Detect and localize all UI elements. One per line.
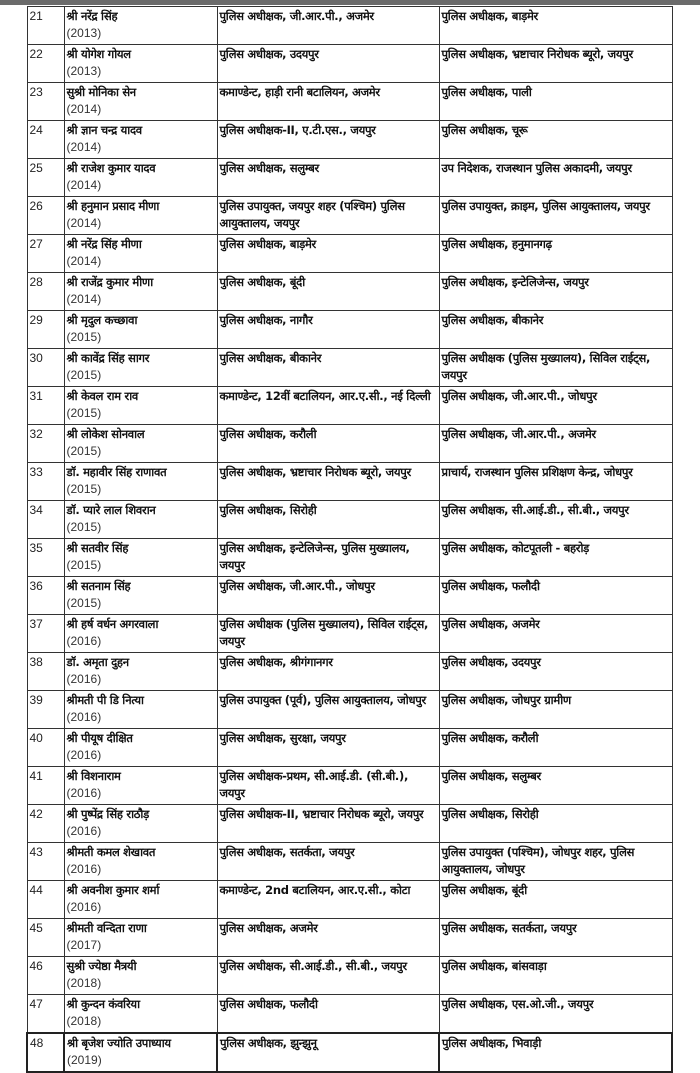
current-posting-text: पुलिस अधीक्षक, बीकानेर (219, 351, 322, 365)
new-posting-text: पुलिस अधीक्षक, फलौदी (441, 579, 540, 593)
current-posting-text: पुलिस अधीक्षक, भ्रष्टाचार निरोधक ब्यूरो, जयपुर (219, 465, 411, 479)
current-posting-text: पुलिस अधीक्षक, सी.आई.डी., सी.बी., जयपुर (219, 959, 407, 973)
new-posting (439, 197, 672, 235)
serial-number: 42 (27, 805, 64, 843)
serial-number: 41 (27, 767, 64, 805)
serial-number: 35 (27, 539, 64, 577)
officer-cell (64, 919, 217, 957)
officer-cell (64, 501, 217, 539)
batch-year: (2015) (66, 520, 102, 534)
new-posting (439, 235, 672, 273)
officer-name: सुश्री मोनिका सेन (66, 85, 136, 99)
officer-cell (64, 653, 217, 691)
batch-year: (2015) (66, 330, 102, 344)
new-posting (439, 159, 672, 197)
new-posting (439, 121, 672, 159)
current-posting-text: पुलिस अधीक्षक, बूंदी (219, 275, 305, 289)
current-posting (217, 653, 439, 691)
table-row (27, 45, 672, 83)
officer-name: श्री नरेंद्र सिंह मीणा (66, 237, 142, 251)
current-posting (217, 235, 439, 273)
officer-cell (64, 159, 217, 197)
officer-name: सुश्री ज्येष्ठा मैत्रयी (66, 959, 137, 973)
new-posting (439, 425, 672, 463)
current-posting (217, 273, 439, 311)
new-posting-text: पुलिस अधीक्षक, सतर्कता, जयपुर (441, 921, 577, 935)
new-posting-text: पुलिस अधीक्षक, सी.आई.डी., सी.बी., जयपुर (441, 503, 629, 517)
table-row (27, 1033, 672, 1072)
current-posting-text: पुलिस अधीक्षक, बाड़मेर (219, 237, 316, 251)
current-posting (217, 463, 439, 501)
batch-year: (2016) (66, 634, 102, 648)
officer-name: डॉ. अमृता दुहन (66, 655, 129, 669)
current-posting (217, 311, 439, 349)
officer-name: श्री लोकेश सोनवाल (66, 427, 145, 441)
serial-number: 34 (27, 501, 64, 539)
current-posting (217, 45, 439, 83)
officer-cell (64, 729, 217, 767)
serial-number: 37 (27, 615, 64, 653)
current-posting-text: पुलिस अधीक्षक, सिरोही (219, 503, 317, 517)
new-posting-text: पुलिस अधीक्षक, सलुम्बर (441, 769, 541, 783)
new-posting-text: उप निदेशक, राजस्थान पुलिस अकादमी, जयपुर (441, 161, 632, 175)
serial-number: 38 (27, 653, 64, 691)
current-posting (217, 881, 439, 919)
new-posting (439, 615, 672, 653)
officer-cell (64, 805, 217, 843)
serial-number: 33 (27, 463, 64, 501)
serial-number: 23 (27, 83, 64, 121)
serial-number: 25 (27, 159, 64, 197)
current-posting (217, 995, 439, 1034)
batch-year: (2014) (66, 102, 102, 116)
serial-number: 48 (27, 1033, 64, 1072)
officer-name: श्रीमती वन्दिता राणा (66, 921, 147, 935)
officer-cell (64, 881, 217, 919)
current-posting-text: पुलिस अधीक्षक, करौली (219, 427, 317, 441)
new-posting-text: पुलिस अधीक्षक, इन्टेलिजेन्स, जयपुर (441, 275, 589, 289)
serial-number: 31 (27, 387, 64, 425)
officer-cell (64, 539, 217, 577)
new-posting (439, 83, 672, 121)
table-row (27, 539, 672, 577)
officer-cell (64, 957, 217, 995)
officer-cell (64, 45, 217, 83)
serial-number: 28 (27, 273, 64, 311)
current-posting-text: पुलिस अधीक्षक, इन्टेलिजेन्स, पुलिस मुख्यालय, जयपुर (219, 541, 410, 572)
officer-cell (64, 577, 217, 615)
officer-name: श्री सतवीर सिंह (66, 541, 129, 555)
batch-year: (2014) (66, 292, 102, 306)
new-posting-text: पुलिस अधीक्षक (पुलिस मुख्यालय), सिविल राईट्स, जयपुर (441, 351, 651, 382)
batch-year: (2016) (66, 862, 102, 876)
batch-year: (2015) (66, 482, 102, 496)
batch-year: (2015) (66, 406, 102, 420)
current-posting-text: कमाण्डेन्ट, 2nd बटालियन, आर.ए.सी., कोटा (219, 883, 411, 897)
officer-name: श्री राजेंद्र कुमार मीणा (66, 275, 153, 289)
current-posting-text: पुलिस उपायुक्त, जयपुर शहर (पश्चिम) पुलिस आयुक्तालय, जयपुर (219, 199, 405, 230)
new-posting (439, 691, 672, 729)
new-posting (439, 349, 672, 387)
new-posting (439, 501, 672, 539)
new-posting (439, 919, 672, 957)
current-posting-text: पुलिस उपायुक्त (पूर्व), पुलिस आयुक्तालय, जोधपुर (219, 693, 426, 707)
current-posting-text: पुलिस अधीक्षक, सतर्कता, जयपुर (219, 845, 355, 859)
current-posting (217, 7, 439, 45)
table-row (27, 273, 672, 311)
new-posting-text: पुलिस उपायुक्त, क्राइम, पुलिस आयुक्तालय, जयपुर (441, 199, 650, 213)
new-posting (439, 7, 672, 45)
batch-year: (2014) (66, 140, 102, 154)
officer-cell (64, 197, 217, 235)
officer-name: श्री विशनाराम (66, 769, 121, 783)
batch-year: (2017) (66, 938, 102, 952)
table-row (27, 919, 672, 957)
officer-cell (64, 767, 217, 805)
table-row (27, 577, 672, 615)
new-posting (439, 729, 672, 767)
table-row (27, 463, 672, 501)
batch-year: (2015) (66, 596, 102, 610)
new-posting-text: पुलिस अधीक्षक, बाड़मेर (441, 9, 538, 23)
table-row (27, 121, 672, 159)
batch-year: (2013) (66, 26, 102, 40)
table-row (27, 805, 672, 843)
new-posting (439, 805, 672, 843)
serial-number: 29 (27, 311, 64, 349)
batch-year: (2016) (66, 710, 102, 724)
serial-number: 27 (27, 235, 64, 273)
new-posting-text: पुलिस अधीक्षक, एस.ओ.जी., जयपुर (441, 997, 594, 1011)
officer-name: डॉ. प्यारे लाल शिवरान (66, 503, 156, 517)
officer-name: श्रीमती कमल शेखावत (66, 845, 156, 859)
current-posting (217, 957, 439, 995)
officer-cell (64, 995, 217, 1034)
current-posting-text: पुलिस अधीक्षक-II, भ्रष्टाचार निरोधक ब्यूरो, जयपुर (219, 807, 424, 821)
current-posting (217, 121, 439, 159)
batch-year: (2016) (66, 672, 102, 686)
serial-number: 44 (27, 881, 64, 919)
new-posting-text: पुलिस अधीक्षक, पाली (441, 85, 532, 99)
officer-name: श्री नरेंद्र सिंह (66, 9, 118, 23)
transfer-table (26, 6, 673, 1073)
serial-number: 32 (27, 425, 64, 463)
officer-name: श्री केवल राम राव (66, 389, 138, 403)
officer-name: श्री पुष्पेंद्र सिंह राठौड़ (66, 807, 149, 821)
table-row (27, 881, 672, 919)
new-posting-text: प्राचार्य, राजस्थान पुलिस प्रशिक्षण केन्द्र, जोधपुर (441, 465, 633, 479)
table-row (27, 957, 672, 995)
officer-cell (64, 311, 217, 349)
new-posting-text: पुलिस अधीक्षक, जोधपुर ग्रामीण (441, 693, 571, 707)
officer-name: श्री मृदुल कच्छावा (66, 313, 138, 327)
current-posting-text: पुलिस अधीक्षक, जी.आर.पी., अजमेर (219, 9, 374, 23)
new-posting-text: पुलिस अधीक्षक, बांसवाड़ा (441, 959, 547, 973)
batch-year: (2014) (66, 178, 102, 192)
officer-cell (64, 273, 217, 311)
batch-year: (2019) (67, 1053, 102, 1067)
officer-cell (64, 425, 217, 463)
new-posting (439, 843, 672, 881)
table-row (27, 159, 672, 197)
table-row (27, 691, 672, 729)
table-row (27, 311, 672, 349)
table-row (27, 197, 672, 235)
current-posting-text: पुलिस अधीक्षक, फलौदी (219, 997, 318, 1011)
new-posting-text: पुलिस अधीक्षक, बूंदी (441, 883, 527, 897)
current-posting (217, 197, 439, 235)
batch-year: (2015) (66, 444, 102, 458)
current-posting (217, 615, 439, 653)
new-posting (439, 45, 672, 83)
serial-number: 40 (27, 729, 64, 767)
new-posting (439, 653, 672, 691)
officer-cell (64, 615, 217, 653)
serial-number: 30 (27, 349, 64, 387)
new-posting (439, 273, 672, 311)
officer-cell (64, 463, 217, 501)
current-posting (217, 501, 439, 539)
officer-name: श्री कावेंद्र सिंह सागर (66, 351, 150, 365)
current-posting (217, 83, 439, 121)
current-posting (217, 577, 439, 615)
new-posting-text: पुलिस अधीक्षक, अजमेर (441, 617, 540, 631)
officer-cell (64, 121, 217, 159)
table-row (27, 767, 672, 805)
officer-cell (64, 691, 217, 729)
current-posting (217, 843, 439, 881)
current-posting-text: पुलिस अधीक्षक, झुन्झुनू (220, 1036, 317, 1050)
current-posting-text: पुलिस अधीक्षक, सुरक्षा, जयपुर (219, 731, 346, 745)
serial-number: 47 (27, 995, 64, 1034)
new-posting (439, 463, 672, 501)
new-posting (439, 957, 672, 995)
serial-number: 43 (27, 843, 64, 881)
table-row (27, 653, 672, 691)
new-posting-text: पुलिस अधीक्षक, उदयपुर (441, 655, 541, 669)
current-posting (217, 425, 439, 463)
new-posting (439, 881, 672, 919)
batch-year: (2016) (66, 824, 102, 838)
serial-number: 22 (27, 45, 64, 83)
officer-name: श्री हनुमान प्रसाद मीणा (66, 199, 160, 213)
officer-name: डॉ. महावीर सिंह राणावत (66, 465, 167, 479)
serial-number: 21 (27, 7, 64, 45)
new-posting-text: पुलिस अधीक्षक, चूरू (441, 123, 528, 137)
current-posting (217, 387, 439, 425)
current-posting-text: पुलिस अधीक्षक, नागौर (219, 313, 313, 327)
table-row (27, 615, 672, 653)
current-posting (217, 1033, 439, 1072)
current-posting-text: कमाण्डेन्ट, हाड़ी रानी बटालियन, अजमेर (219, 85, 380, 99)
batch-year: (2018) (66, 1014, 102, 1028)
current-posting-text: पुलिस अधीक्षक, उदयपुर (219, 47, 319, 61)
new-posting (439, 767, 672, 805)
officer-name: श्रीमती पी डि नित्या (66, 693, 144, 707)
new-posting-text: पुलिस अधीक्षक, भिवाड़ी (442, 1036, 542, 1050)
top-bar (0, 0, 700, 5)
current-posting-text: पुलिस अधीक्षक (पुलिस मुख्यालय), सिविल राईट्स, जयपुर (219, 617, 429, 648)
current-posting-text: पुलिस अधीक्षक, जी.आर.पी., जोधपुर (219, 579, 375, 593)
table-row (27, 235, 672, 273)
new-posting-text: पुलिस अधीक्षक, सिरोही (441, 807, 539, 821)
current-posting (217, 805, 439, 843)
table-row (27, 729, 672, 767)
current-posting (217, 539, 439, 577)
table-row (27, 425, 672, 463)
table-row (27, 995, 672, 1034)
serial-number: 24 (27, 121, 64, 159)
new-posting-text: पुलिस उपायुक्त (पश्चिम), जोधपुर शहर, पुलिस आयुक्तालय, जोधपुर (441, 845, 635, 876)
current-posting (217, 691, 439, 729)
new-posting (439, 577, 672, 615)
new-posting (439, 995, 672, 1034)
officer-cell (64, 7, 217, 45)
officer-name: श्री कुन्दन कंवरिया (66, 997, 140, 1011)
new-posting-text: पुलिस अधीक्षक, करौली (441, 731, 539, 745)
current-posting (217, 767, 439, 805)
new-posting-text: पुलिस अधीक्षक, हनुमानगढ़ (441, 237, 552, 251)
batch-year: (2016) (66, 748, 102, 762)
officer-cell (64, 387, 217, 425)
officer-cell (64, 843, 217, 881)
current-posting (217, 729, 439, 767)
current-posting-text: पुलिस अधीक्षक, सलुम्बर (219, 161, 319, 175)
batch-year: (2016) (66, 900, 102, 914)
current-posting (217, 919, 439, 957)
new-posting (439, 311, 672, 349)
officer-name: श्री ज्ञान चन्द्र यादव (66, 123, 142, 137)
batch-year: (2015) (66, 368, 102, 382)
officer-name: श्री राजेश कुमार यादव (66, 161, 156, 175)
officer-cell (64, 1033, 217, 1072)
current-posting-text: पुलिस अधीक्षक, श्रीगंगानगर (219, 655, 333, 669)
officer-name: श्री हर्ष वर्धन अगरवाला (66, 617, 159, 631)
current-posting-text: पुलिस अधीक्षक, अजमेर (219, 921, 318, 935)
current-posting-text: पुलिस अधीक्षक-प्रथम, सी.आई.डी. (सी.बी.), जयपुर (219, 769, 409, 800)
current-posting (217, 159, 439, 197)
officer-name: श्री सतनाम सिंह (66, 579, 131, 593)
serial-number: 46 (27, 957, 64, 995)
serial-number: 39 (27, 691, 64, 729)
table-body (27, 7, 672, 1073)
serial-number: 36 (27, 577, 64, 615)
officer-name: श्री बृजेश ज्योति उपाध्याय (67, 1036, 171, 1050)
new-posting (439, 539, 672, 577)
officer-name: श्री अवनीश कुमार शर्मा (66, 883, 160, 897)
table-row (27, 7, 672, 45)
new-posting-text: पुलिस अधीक्षक, जी.आर.पी., जोधपुर (441, 389, 597, 403)
officer-cell (64, 83, 217, 121)
current-posting-text: पुलिस अधीक्षक-II, ए.टी.एस., जयपुर (219, 123, 376, 137)
current-posting (217, 349, 439, 387)
new-posting-text: पुलिस अधीक्षक, जी.आर.पी., अजमेर (441, 427, 596, 441)
new-posting (439, 1033, 672, 1072)
officer-name: श्री पीयूष दीक्षित (66, 731, 133, 745)
batch-year: (2013) (66, 64, 102, 78)
officer-cell (64, 349, 217, 387)
batch-year: (2014) (66, 216, 102, 230)
batch-year: (2015) (66, 558, 102, 572)
new-posting-text: पुलिस अधीक्षक, भ्रष्टाचार निरोधक ब्यूरो, जयपुर (441, 47, 633, 61)
serial-number: 45 (27, 919, 64, 957)
new-posting-text: पुलिस अधीक्षक, कोटपूतली - बहरोड़ (441, 541, 590, 555)
current-posting-text: कमाण्डेन्ट, 12वीं बटालियन, आर.ए.सी., नई दिल्ली (219, 389, 431, 403)
new-posting (439, 387, 672, 425)
batch-year: (2014) (66, 254, 102, 268)
table-row (27, 83, 672, 121)
new-posting-text: पुलिस अधीक्षक, बीकानेर (441, 313, 544, 327)
serial-number: 26 (27, 197, 64, 235)
batch-year: (2018) (66, 976, 102, 990)
batch-year: (2016) (66, 786, 102, 800)
table-row (27, 843, 672, 881)
table-row (27, 501, 672, 539)
table-row (27, 349, 672, 387)
officer-cell (64, 235, 217, 273)
officer-name: श्री योगेश गोयल (66, 47, 131, 61)
table-row (27, 387, 672, 425)
